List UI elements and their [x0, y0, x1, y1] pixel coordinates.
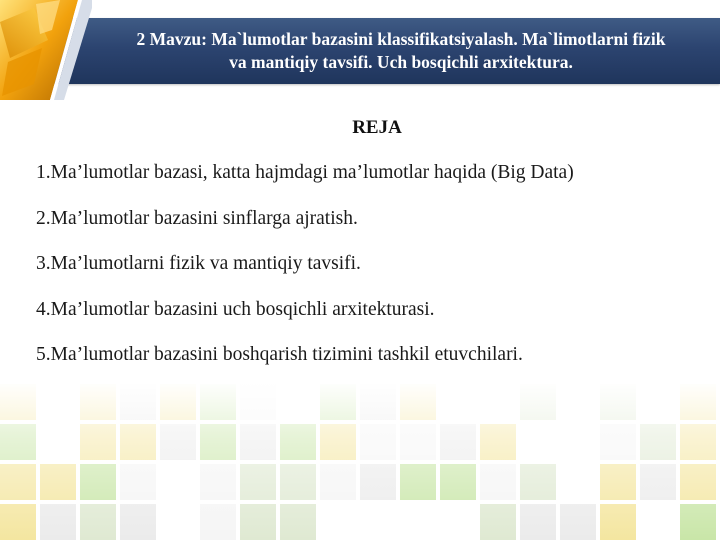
slide-title: [92, 28, 710, 74]
plan-item: 1.Ma’lumotlar bazasi, katta hajmdagi ma’lumotlar haqida (Big Data): [36, 162, 574, 183]
plan-item: 4.Ma’lumotlar bazasini uch bosqichli arxitekturasi.: [36, 298, 435, 320]
gold-bars-logo-icon: [0, 0, 92, 100]
header-bar: [0, 18, 720, 84]
decorative-mosaic: [0, 380, 720, 540]
plan-item: 5.Ma’lumotlar bazasini boshqarish tizimini tashkil etuvchilari.: [36, 344, 523, 365]
plan-item: 2.Ma’lumotlar bazasini sinflarga ajratish.: [36, 207, 358, 229]
slide-title-line-2: va mantiqiy tavsifi. Uch bosqichli arxitektura.: [229, 52, 573, 72]
slide-title-line-1: 2 Mavzu: Ma`lumotlar bazasini klassifikatsiyalash. Ma`limotlarni fizik: [136, 29, 666, 49]
plan-item: 3.Ma’lumotlarni fizik va mantiqiy tavsifi.: [36, 253, 361, 274]
plan-list: [36, 160, 574, 388]
plan-heading: REJA: [352, 117, 402, 138]
